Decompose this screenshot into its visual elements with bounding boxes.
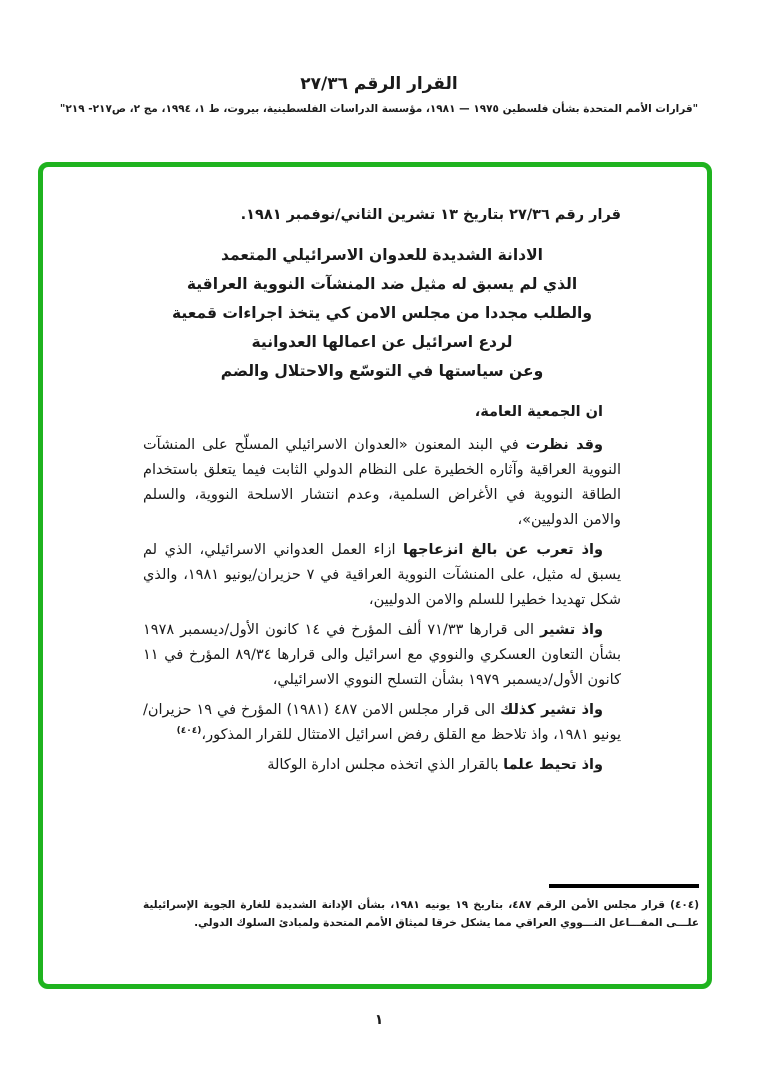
footnote-divider <box>549 884 699 888</box>
title-line: وعن سياستها في التوسّع والاحتلال والضم <box>220 362 544 380</box>
preamble-opening: ان الجمعية العامة، <box>474 404 603 420</box>
page-number: ١ <box>374 1012 384 1028</box>
resolution-frame <box>38 162 712 989</box>
preamble-paragraph <box>143 618 621 693</box>
title-line: الادانة الشديدة للعدوان الاسرائيلي المتعمد <box>221 246 543 264</box>
footnote-area <box>143 884 700 932</box>
preamble-paragraph <box>143 538 621 613</box>
paragraph-lead: واذ تشير كذلك <box>499 702 604 718</box>
resolution-body <box>43 167 707 984</box>
footnote-text: (٤٠٤) قرار مجلس الأمن الرقم ٤٨٧، بتاريخ ١٩ يونيه ١٩٨١، بشأن الإدانة الشديدة للغارة الجوية الإسرائيلية علـــى المفـــاعل النـــووي العراقي مما يشكل خرقا لميثاق الأمم المتحدة ولمبادئ السلوك الدولي. <box>143 899 700 929</box>
preamble-paragraph <box>143 753 621 778</box>
paragraph-lead: واذ تحيط علما <box>503 757 603 773</box>
source-citation: "قرارات الأمم المتحدة بشأن فلسطين ١٩٧٥ — ١٩٨١، مؤسسة الدراسات الفلسطينية، بيروت، ط ١، ١٩٩٤، مج ٢، ص٢١٧- ٢١٩" <box>59 103 699 115</box>
title-line: الذي لم يسبق له مثيل ضد المنشآت النووية العراقية <box>186 275 578 293</box>
paragraph-text: الى قرار مجلس الامن ٤٨٧ (١٩٨١) المؤرخ في ١٩ حزيران/يونيو ١٩٨١، واذ تلاحظ مع القلق رفض اسرائيل الامتثال للقرار المذكور، <box>143 702 621 743</box>
paragraph-lead: واذ تعرب عن بالغ انزعاجها <box>403 542 604 558</box>
paragraph-text: في البند المعنون «العدوان الاسرائيلي المسلّح على المنشآت النووية العراقية وآثاره الخطيرة على النظام الدولي الثابت فيما يتعلق باستخدام الطاقة النووية في الأغراض السلمية، وعدم انتشار الاسلحة النووية، والسلم والامن الدوليين»، <box>143 437 621 528</box>
paragraph-text: ازاء العمل العدواني الاسرائيلي، الذي لم يسبق له مثيل، على المنشآت النووية العراقية في ٧ حزيران/يونيو ١٩٨١، والذي شكل تهديدا خطيرا للسلم والامن الدوليين، <box>143 542 621 608</box>
resolution-intro-line: قرار رقم ٢٧/٣٦ بتاريخ ١٣ تشرين الثاني/نوفمبر ١٩٨١. <box>240 207 621 223</box>
footnote-reference: (٤٠٤) <box>176 726 202 737</box>
title-line: لردع اسرائيل عن اعمالها العدوانية <box>251 333 513 351</box>
page-header <box>0 0 758 115</box>
resolution-number-heading: القرار الرقم ٢٧/٣٦ <box>300 74 458 94</box>
preamble-paragraph <box>143 433 621 533</box>
preamble-paragraph <box>143 698 621 748</box>
paragraph-lead: وقد نظرت <box>525 437 603 453</box>
paragraph-lead: واذ تشير <box>540 622 604 638</box>
paragraph-text: الى قرارها ٧١/٣٣ ألف المؤرخ في ١٤ كانون الأول/ديسمبر ١٩٧٨ بشأن التعاون العسكري والنووي مع اسرائيل والى قرارها ٨٩/٣٤ المؤرخ في ١١ كانون الأول/ديسمبر ١٩٧٩ بشأن التسلح النووي الاسرائيلي، <box>143 622 622 688</box>
paragraph-text: بالقرار الذي اتخذه مجلس ادارة الوكالة <box>267 757 499 773</box>
title-line: والطلب مجددا من مجلس الامن كي يتخذ اجراءات قمعية <box>172 304 592 322</box>
resolution-title <box>143 241 621 386</box>
